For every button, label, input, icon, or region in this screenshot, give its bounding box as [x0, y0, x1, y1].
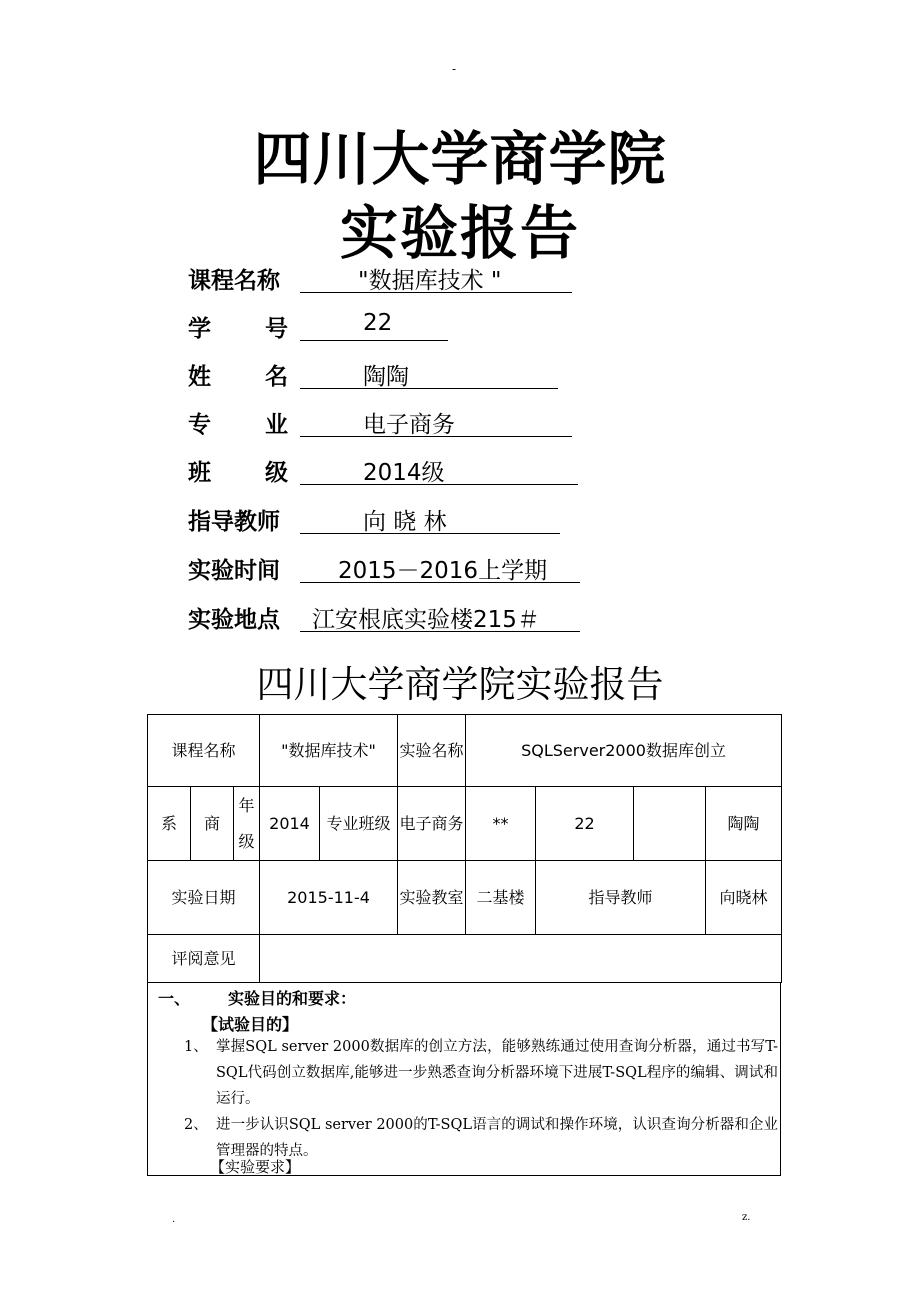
section-number: 一、 [158, 989, 191, 1008]
field-label: 班 级 [188, 460, 288, 486]
item-number: 2、 [184, 1117, 208, 1133]
item-text: 掌握SQL server 2000数据库的创立方法，能够熟练通过使用查询分析器，通过书写T-SQL代码创立数据库,能够进一步熟悉查询分析器环境下进展T-SQL程序的编辑、调试和运行。 [216, 1039, 778, 1107]
field-value: 江安根底实验楼215＃ [312, 607, 540, 633]
date-value-cell: 2015-11-4 [260, 861, 398, 935]
underline [300, 292, 572, 293]
item-number: 1、 [184, 1039, 208, 1055]
requirements-heading: 【实验要求】 [210, 1158, 301, 1176]
cover-title-report: 实验报告 [339, 199, 580, 267]
table-row [148, 861, 782, 935]
field-value: 22 [363, 310, 393, 336]
footer-right-mark: z. [742, 1212, 751, 1223]
major-value-cell: 电子商务 [398, 787, 466, 861]
course-value-cell: "数据库技术" [260, 715, 398, 787]
field-value: 2015－2016上学期 [338, 558, 548, 584]
table-row [148, 787, 782, 861]
field-label: 课程名称 [188, 268, 280, 294]
table-row [148, 935, 782, 983]
date-label-cell: 实验日期 [148, 861, 260, 935]
table-row [148, 715, 782, 787]
section-title: 实验目的和要求： [228, 989, 357, 1008]
exp-name-label-cell: 实验名称 [398, 715, 466, 787]
student-no-cell: 22 [536, 787, 634, 861]
cover-title-school: 四川大学商学院 [253, 125, 667, 193]
field-value: "数据库技术 " [358, 268, 502, 294]
footer-left-mark: . [172, 1214, 176, 1225]
field-label: 实验时间 [188, 558, 280, 584]
field-value: 2014级 [363, 460, 445, 486]
field-label: 学 号 [188, 316, 288, 342]
student-name-cell: 陶陶 [706, 787, 782, 861]
underline [300, 631, 580, 632]
exp-name-value-cell: SQLServer2000数据库创立 [466, 715, 782, 787]
name-label-cell: ** [466, 787, 536, 861]
field-value: 向 晓 林 [363, 509, 447, 535]
review-value-cell [260, 935, 782, 983]
course-label-cell: 课程名称 [148, 715, 260, 787]
section-heading [158, 986, 356, 1009]
room-label-cell: 实验教室 [398, 861, 466, 935]
underline [300, 533, 560, 534]
purpose-heading: 【试验目的】 [202, 1015, 299, 1034]
teacher-label-cell: 指导教师 [536, 861, 706, 935]
underline [300, 340, 448, 341]
field-value: 陶陶 [363, 364, 409, 390]
dept-label-cell: 系 [148, 787, 191, 861]
review-label-cell: 评阅意见 [148, 935, 260, 983]
experiment-content-cell [147, 982, 781, 1176]
underline [300, 436, 572, 437]
list-item [184, 1034, 778, 1112]
report-info-table [147, 714, 782, 983]
grade-label-cell: 年级 [234, 787, 260, 861]
field-label: 实验地点 [188, 607, 280, 633]
grade-value-cell: 2014 [260, 787, 320, 861]
item-text: 进一步认识SQL server 2000的T-SQL语言的调试和操作环境，认识查询分析器和企业管理器的特点。 [216, 1117, 778, 1159]
field-label: 专 业 [188, 412, 288, 438]
dept-value-cell: 商 [191, 787, 234, 861]
underline [300, 484, 578, 485]
teacher-value-cell: 向晓林 [706, 861, 782, 935]
field-value: 电子商务 [363, 412, 455, 438]
header-mark: - [452, 62, 457, 76]
blank-cell [634, 787, 706, 861]
underline [300, 388, 558, 389]
report-title: 四川大学商学院实验报告 [256, 663, 664, 706]
field-label: 指导教师 [188, 509, 280, 535]
field-label: 姓 名 [188, 364, 288, 390]
underline [300, 582, 580, 583]
room-value-cell: 二基楼 [466, 861, 536, 935]
major-label-cell: 专业班级 [320, 787, 398, 861]
